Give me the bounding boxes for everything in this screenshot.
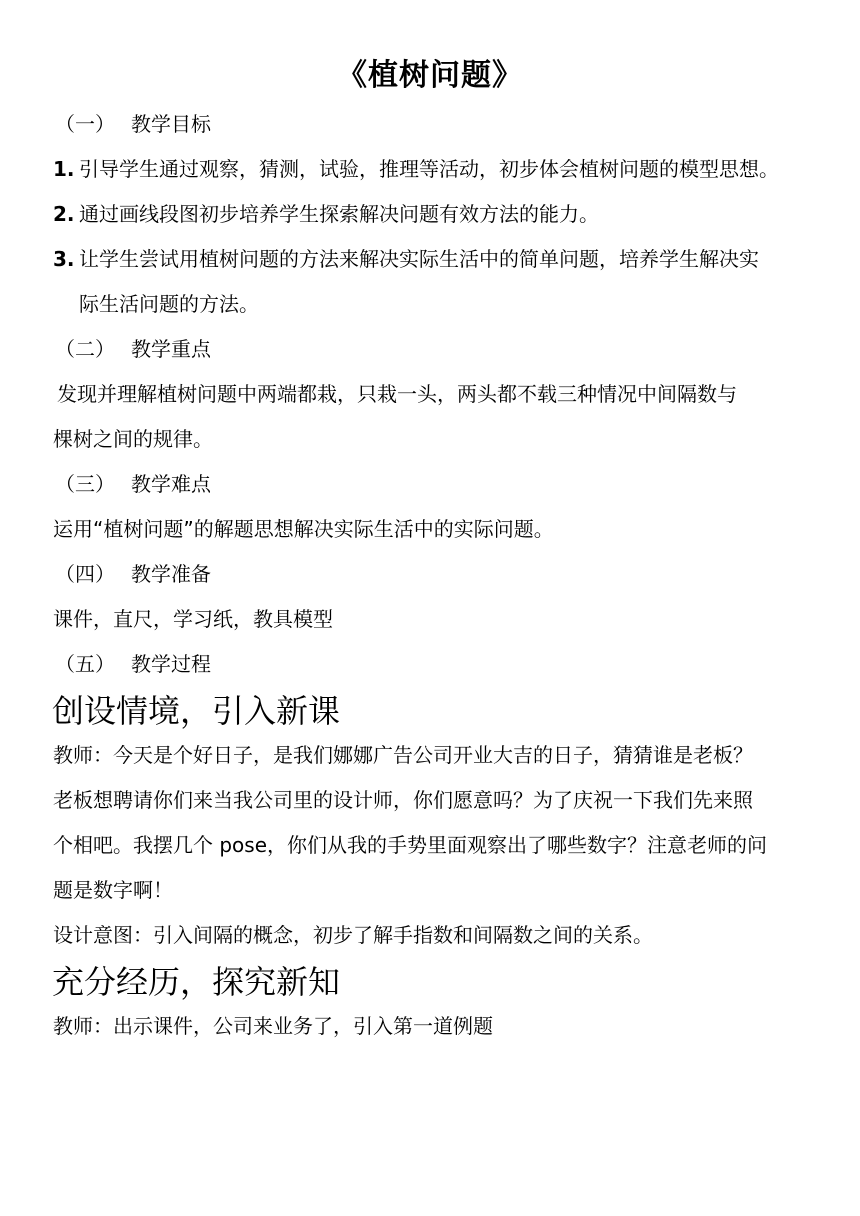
objective-item — [53, 153, 779, 182]
design-intent-text: 设计意图：引入间隔的概念，初步了解手指数和间隔数之间的关系。 — [53, 923, 653, 947]
objective-text: 让学生尝试用植树问题的方法来解决实际生活中的简单问题，培养学生解决实 — [79, 247, 759, 271]
objective-text-continued: 际生活问题的方法。 — [79, 292, 259, 316]
objective-number: 3. — [53, 247, 75, 271]
objective-item — [53, 243, 759, 272]
section-heading-process — [55, 648, 211, 677]
section-heading-preparation — [55, 558, 211, 587]
document-title: 《植树问题》 — [337, 58, 523, 93]
objective-number: 2. — [53, 202, 75, 226]
section-heading-difficulty — [55, 468, 211, 497]
teacher-dialogue: 个相吧。我摆几个 pose，你们从我的手势里面观察出了哪些数字？注意老师的问 — [53, 833, 768, 857]
teacher-dialogue: 教师：今天是个好日子，是我们娜娜广告公司开业大吉的日子，猜猜谁是老板？ — [53, 743, 753, 767]
key-point-text: 棵树之间的规律。 — [53, 427, 213, 451]
section-number: （三） — [55, 472, 115, 496]
preparation-text: 课件，直尺，学习纸，教具模型 — [53, 607, 333, 631]
difficulty-text: 运用“植树问题”的解题思想解决实际生活中的实际问题。 — [53, 517, 554, 541]
section-label: 教学目标 — [131, 112, 211, 136]
objective-number: 1. — [53, 157, 75, 181]
objective-text: 引导学生通过观察，猜测，试验，推理等活动，初步体会植树问题的模型思想。 — [79, 157, 779, 181]
section-number: （一） — [55, 112, 115, 136]
section-heading-key-point — [55, 333, 211, 362]
section-number: （二） — [55, 337, 115, 361]
section-heading-objectives — [55, 108, 211, 137]
teacher-dialogue: 教师：出示课件，公司来业务了，引入第一道例题 — [53, 1014, 493, 1038]
key-point-text: 发现并理解植树问题中两端都栽，只栽一头，两头都不载三种情况中间隔数与 — [57, 382, 737, 406]
section-label: 教学重点 — [131, 337, 211, 361]
section-label: 教学准备 — [131, 562, 211, 586]
objective-text: 通过画线段图初步培养学生探索解决问题有效方法的能力。 — [79, 202, 599, 226]
section-number: （四） — [55, 562, 115, 586]
section-number: （五） — [55, 652, 115, 676]
teacher-dialogue: 题是数字啊！ — [53, 878, 173, 902]
section-label: 教学难点 — [131, 472, 211, 496]
objective-item — [53, 198, 599, 227]
section-label: 教学过程 — [131, 652, 211, 676]
teacher-dialogue: 老板想聘请你们来当我公司里的设计师，你们愿意吗？为了庆祝一下我们先来照 — [53, 788, 753, 812]
heading-introduction: 创设情境，引入新课 — [52, 692, 341, 730]
heading-exploration: 充分经历，探究新知 — [52, 963, 341, 1001]
